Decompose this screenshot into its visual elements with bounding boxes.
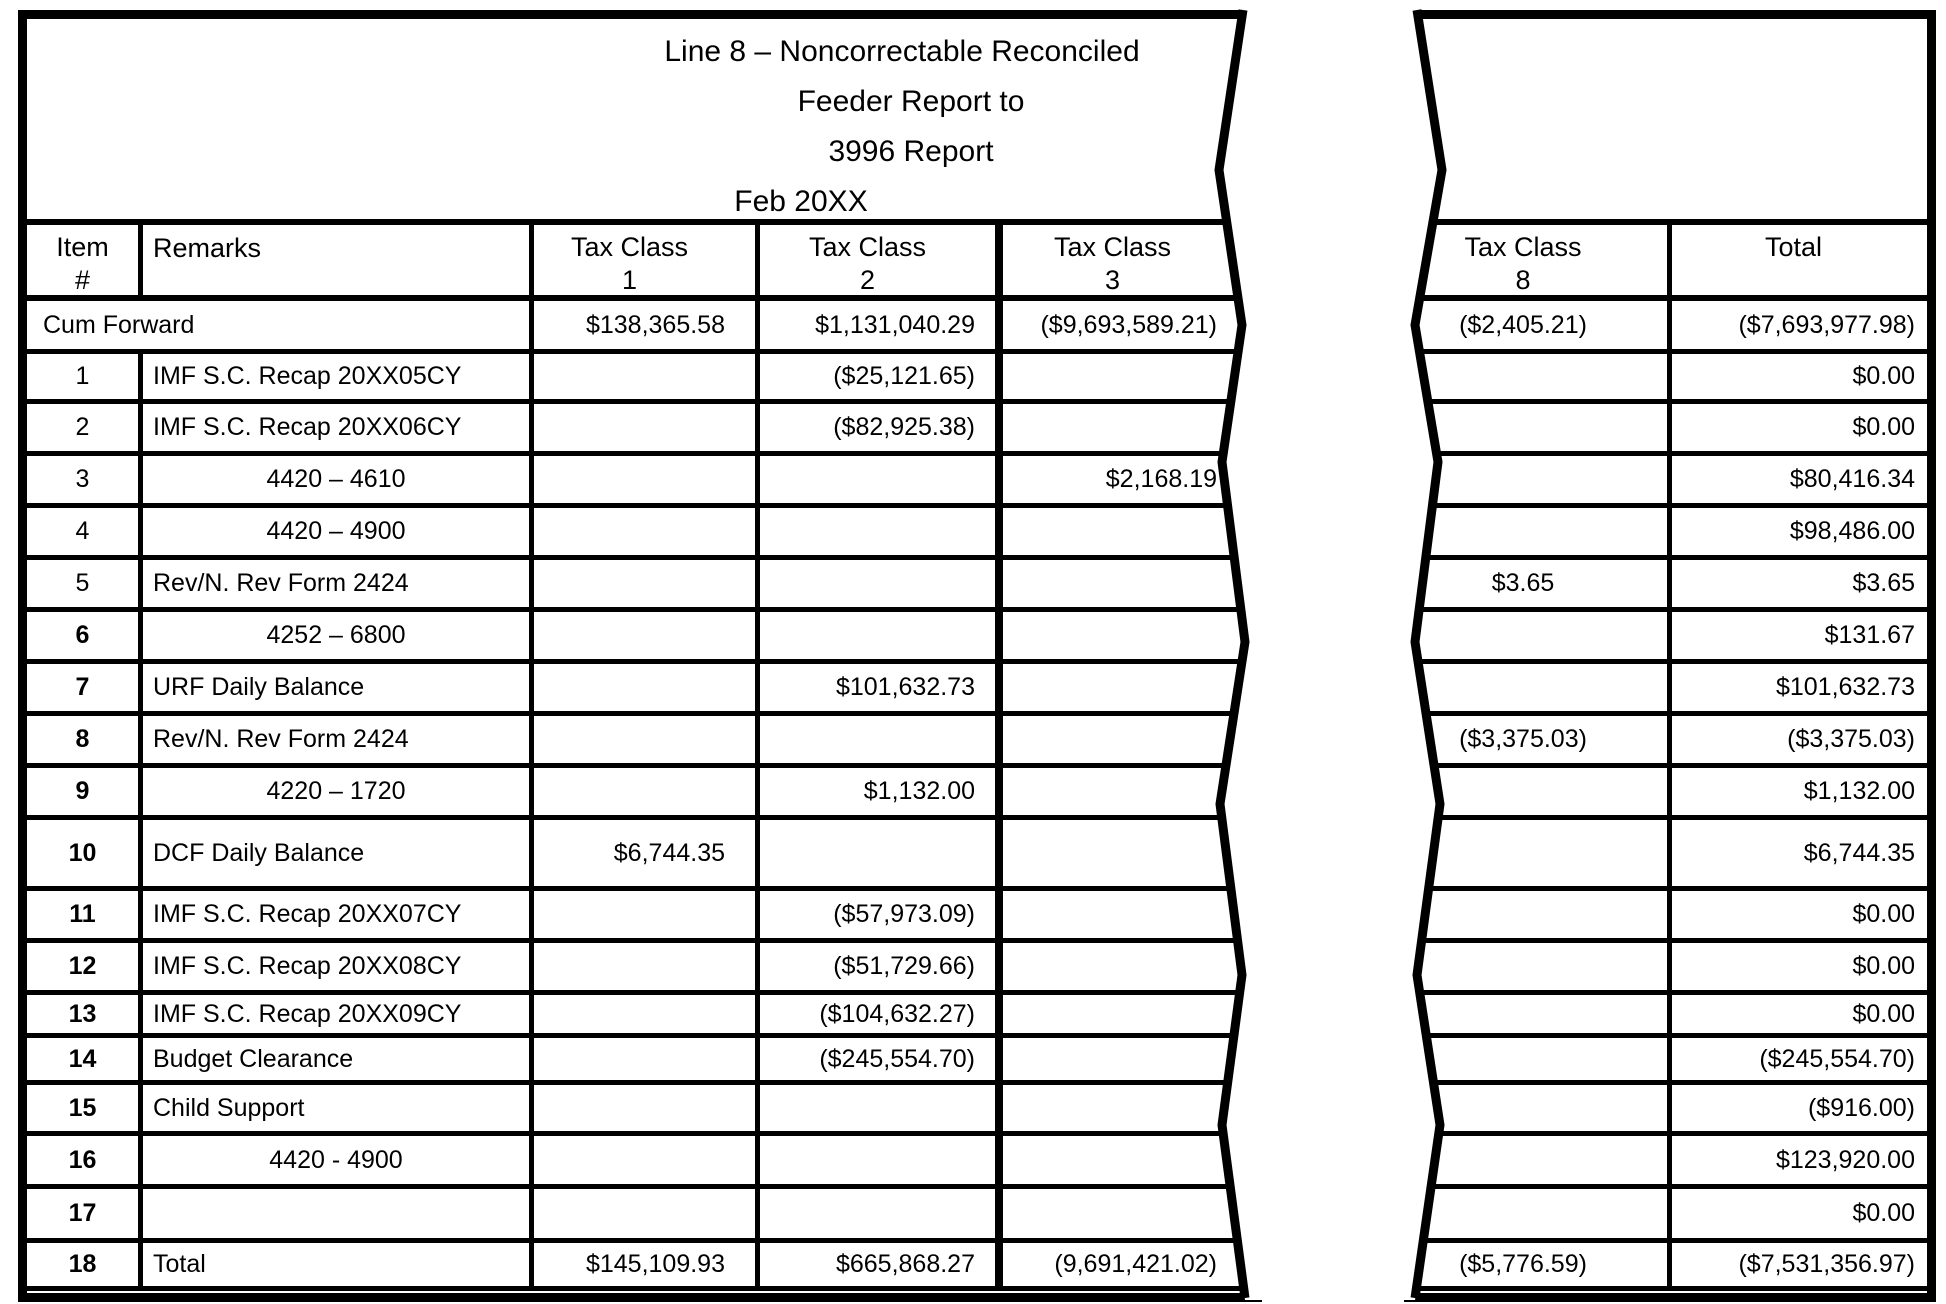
tax-class-2-cell (755, 1189, 995, 1238)
tax-class-3-cell (995, 943, 1262, 990)
total-cell: $0.00 (1667, 891, 1927, 938)
total-cell: ($7,531,356.97) (1667, 1243, 1927, 1286)
table-row (1404, 995, 1927, 1038)
tax-class-2-cell (755, 508, 995, 555)
tax-class-1-cell (529, 1085, 755, 1131)
tax-class-3-cell (995, 995, 1262, 1033)
table-row (1404, 560, 1927, 612)
tax-class-1-cell (529, 943, 755, 990)
item-number-cell: 8 (75, 725, 90, 753)
tax-class-8-cell (1404, 995, 1667, 1033)
item-number-cell: 16 (68, 1145, 97, 1174)
remarks-cell: Rev/N. Rev Form 2424 (138, 716, 529, 763)
table-row (1404, 612, 1927, 664)
right-table-fragment (1404, 10, 1936, 1302)
remarks-cell: 4420 – 4610 (138, 456, 529, 503)
remarks-cell: 4420 - 4900 (138, 1136, 529, 1184)
tax-class-8-cell (1404, 943, 1667, 990)
table-row (27, 995, 1262, 1038)
tax-class-1-cell (529, 612, 755, 659)
table-row (27, 716, 1262, 768)
tax-class-8-cell (1404, 456, 1667, 503)
tax-class-8-cell (1404, 664, 1667, 711)
tax-class-2-cell: $1,132.00 (755, 768, 995, 815)
left-table-header-row (27, 225, 1262, 301)
remarks-cell: Child Support (138, 1085, 529, 1131)
header-tax-class-3: Tax Class 3 (995, 225, 1262, 295)
table-row (1404, 820, 1927, 891)
tax-class-2-cell: ($104,632.27) (755, 995, 995, 1033)
tax-class-8-cell: ($3,375.03) (1459, 725, 1587, 753)
table-row (27, 354, 1262, 404)
tax-class-3-cell (995, 1038, 1262, 1080)
item-number-cell: 3 (75, 465, 90, 493)
item-number-cell: 6 (75, 621, 90, 649)
tax-class-1-cell (529, 456, 755, 503)
tax-class-8-cell: ($5,776.59) (1459, 1250, 1587, 1278)
tax-class-1-cell: $145,109.93 (529, 1243, 755, 1286)
table-row (27, 456, 1262, 508)
tax-class-8-cell (1404, 1038, 1667, 1080)
remarks-cell: 4420 – 4900 (138, 508, 529, 555)
tax-class-1-cell (529, 664, 755, 711)
item-number-cell: 14 (68, 1044, 97, 1073)
table-row (1404, 943, 1927, 995)
item-number-cell: 17 (68, 1199, 97, 1227)
tax-class-1-cell (529, 354, 755, 399)
tax-class-3-cell (995, 1189, 1262, 1238)
tax-class-3-cell (995, 508, 1262, 555)
tax-class-8-cell (1404, 891, 1667, 938)
tax-class-1-cell (529, 1136, 755, 1184)
item-number-cell: 10 (68, 838, 97, 867)
remarks-cell: Budget Clearance (138, 1038, 529, 1080)
table-row (27, 560, 1262, 612)
table-row (1404, 301, 1927, 354)
table-row (1404, 508, 1927, 560)
tax-class-8-cell (1404, 508, 1667, 555)
total-cell: ($916.00) (1667, 1085, 1927, 1131)
remarks-cell: 4252 – 6800 (138, 612, 529, 659)
total-cell: $0.00 (1667, 943, 1927, 990)
tax-class-3-cell (995, 560, 1262, 607)
tax-class-1-cell: $6,744.35 (529, 820, 755, 886)
remarks-cell: IMF S.C. Recap 20XX09CY (138, 995, 529, 1033)
tax-class-1-cell (529, 560, 755, 607)
remarks-cell: IMF S.C. Recap 20XX07CY (138, 891, 529, 938)
table-row (27, 404, 1262, 456)
table-row (1404, 354, 1927, 404)
tax-class-3-cell: $2,168.19 (995, 456, 1262, 503)
report-title-month: Feb 20XX (734, 185, 868, 218)
tax-class-3-cell (995, 1136, 1262, 1184)
total-cell: $123,920.00 (1667, 1136, 1927, 1184)
table-row (1404, 1243, 1927, 1291)
item-number-cell: 15 (68, 1093, 97, 1122)
remarks-cell: IMF S.C. Recap 20XX08CY (138, 943, 529, 990)
table-row (27, 820, 1262, 891)
header-item-number: Item # (56, 232, 109, 295)
table-row (27, 664, 1262, 716)
header-tax-class-2: Tax Class 2 (755, 225, 995, 295)
table-row (27, 768, 1262, 820)
total-cell: ($245,554.70) (1667, 1038, 1927, 1080)
tax-class-3-cell (995, 612, 1262, 659)
report-title-line-2: Feeder Report to (797, 85, 1025, 118)
item-number-cell: 18 (68, 1250, 97, 1278)
table-row (1404, 1038, 1927, 1085)
tax-class-3-cell (995, 664, 1262, 711)
table-row (1404, 1136, 1927, 1189)
tax-class-2-cell: ($25,121.65) (755, 354, 995, 399)
item-number-cell: 5 (75, 569, 90, 597)
report-title-line-3: 3996 Report (828, 135, 994, 168)
tax-class-8-cell: $3.65 (1491, 569, 1555, 597)
tax-class-1-cell (529, 891, 755, 938)
right-table-body (1404, 301, 1927, 1291)
table-row (27, 508, 1262, 560)
total-cell: $98,486.00 (1667, 508, 1927, 555)
remarks-cell: DCF Daily Balance (138, 820, 529, 886)
total-cell: $0.00 (1667, 404, 1927, 451)
tax-class-3-cell: (9,691,421.02) (995, 1243, 1262, 1286)
total-cell: $6,744.35 (1667, 820, 1927, 886)
item-number-cell: 2 (75, 413, 90, 441)
tax-class-3-cell (995, 716, 1262, 763)
table-row (27, 301, 1262, 354)
report-title-line-1: Line 8 – Noncorrectable Reconciled (664, 35, 1140, 68)
tax-class-1-cell (529, 404, 755, 451)
header-remarks: Remarks (138, 225, 529, 295)
tax-class-2-cell: ($51,729.66) (755, 943, 995, 990)
tax-class-2-cell (755, 456, 995, 503)
table-row (27, 943, 1262, 995)
table-row (27, 1136, 1262, 1189)
table-row (27, 1085, 1262, 1136)
table-row (27, 612, 1262, 664)
table-row (27, 1038, 1262, 1085)
total-cell: $0.00 (1667, 1189, 1927, 1238)
table-row (27, 1243, 1262, 1291)
item-number-cell: 13 (68, 999, 97, 1028)
item-number-cell: 4 (75, 517, 90, 545)
total-cell: ($7,693,977.98) (1667, 301, 1927, 349)
tax-class-2-cell: $101,632.73 (755, 664, 995, 711)
remarks-cell: Rev/N. Rev Form 2424 (138, 560, 529, 607)
remarks-cell (138, 1189, 529, 1238)
tax-class-2-cell: ($82,925.38) (755, 404, 995, 451)
tax-class-8-cell (1404, 404, 1667, 451)
header-tax-class-1: Tax Class 1 (529, 225, 755, 295)
tax-class-1-cell (529, 995, 755, 1033)
tax-class-2-cell (755, 716, 995, 763)
item-number-cell: 11 (69, 900, 96, 928)
remarks-cell: IMF S.C. Recap 20XX06CY (138, 404, 529, 451)
table-row (1404, 456, 1927, 508)
remarks-cell: URF Daily Balance (138, 664, 529, 711)
header-total: Total (1667, 225, 1927, 295)
total-cell: $101,632.73 (1667, 664, 1927, 711)
total-cell: $0.00 (1667, 995, 1927, 1033)
tax-class-8-cell (1404, 768, 1667, 815)
tax-class-8-cell (1404, 1085, 1667, 1131)
table-row (27, 1189, 1262, 1243)
tax-class-3-cell (995, 768, 1262, 815)
table-row (1404, 716, 1927, 768)
remarks-cell: Cum Forward (43, 310, 195, 339)
tax-class-2-cell (755, 560, 995, 607)
item-number-cell: 7 (75, 673, 90, 701)
tax-class-1-cell: $138,365.58 (529, 301, 755, 349)
table-row (1404, 891, 1927, 943)
tax-class-8-cell (1404, 820, 1667, 886)
remarks-cell: Total (138, 1243, 529, 1286)
tax-class-1-cell (529, 1038, 755, 1080)
total-cell: ($3,375.03) (1667, 716, 1927, 763)
tax-class-3-cell: ($9,693,589.21) (995, 301, 1262, 349)
remarks-cell: IMF S.C. Recap 20XX05CY (138, 354, 529, 399)
tax-class-1-cell (529, 1189, 755, 1238)
tax-class-2-cell: ($57,973.09) (755, 891, 995, 938)
item-number-cell: 9 (75, 777, 90, 805)
tax-class-8-cell (1404, 1136, 1667, 1184)
table-row (1404, 768, 1927, 820)
tax-class-2-cell: $1,131,040.29 (755, 301, 995, 349)
tax-class-1-cell (529, 716, 755, 763)
tax-class-2-cell (755, 1136, 995, 1184)
table-row (27, 891, 1262, 943)
left-table-body (27, 301, 1262, 1291)
item-number-cell: 1 (75, 362, 90, 390)
right-table-header-row (1404, 225, 1927, 301)
tax-class-3-cell (995, 354, 1262, 399)
tax-class-3-cell (995, 891, 1262, 938)
tax-class-8-cell: ($2,405.21) (1459, 310, 1587, 339)
tax-class-3-cell (995, 404, 1262, 451)
tax-class-3-cell (995, 1085, 1262, 1131)
tax-class-8-cell (1404, 1189, 1667, 1238)
table-row (1404, 1085, 1927, 1136)
total-cell: $0.00 (1667, 354, 1927, 399)
total-cell: $3.65 (1667, 560, 1927, 607)
tax-class-1-cell (529, 508, 755, 555)
tax-class-1-cell (529, 768, 755, 815)
tax-class-2-cell (755, 1085, 995, 1131)
total-cell: $1,132.00 (1667, 768, 1927, 815)
tax-class-2-cell: $665,868.27 (755, 1243, 995, 1286)
item-number-cell: 12 (68, 952, 97, 980)
remarks-cell: 4220 – 1720 (138, 768, 529, 815)
header-tax-class-8: Tax Class 8 (1464, 232, 1582, 295)
tax-class-3-cell (995, 820, 1262, 886)
table-row (1404, 404, 1927, 456)
tax-class-8-cell (1404, 354, 1667, 399)
table-row (1404, 1189, 1927, 1243)
table-row (1404, 664, 1927, 716)
tax-class-2-cell (755, 820, 995, 886)
total-cell: $80,416.34 (1667, 456, 1927, 503)
total-cell: $131.67 (1667, 612, 1927, 659)
tax-class-2-cell (755, 612, 995, 659)
tax-class-2-cell: ($245,554.70) (755, 1038, 995, 1080)
tax-class-8-cell (1404, 612, 1667, 659)
